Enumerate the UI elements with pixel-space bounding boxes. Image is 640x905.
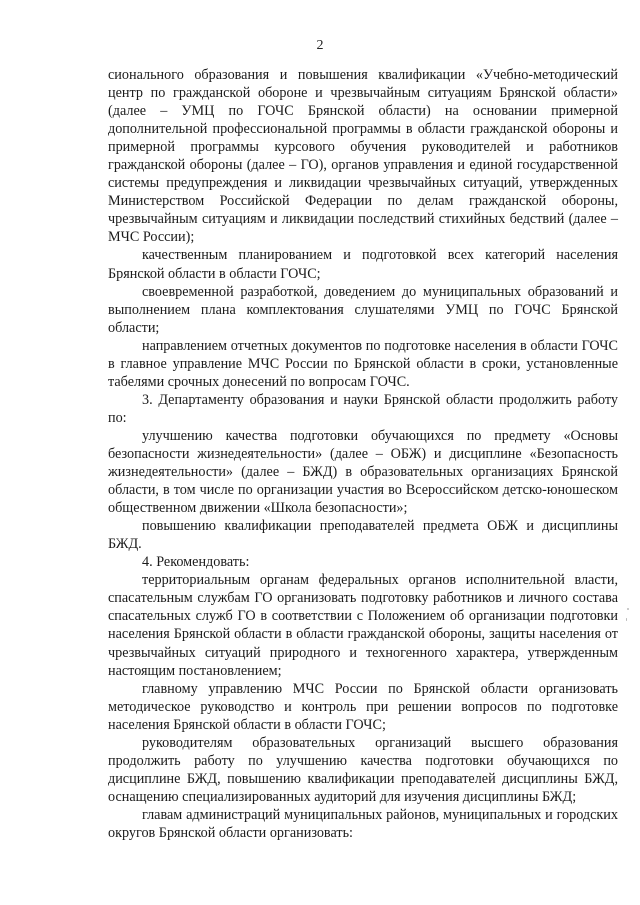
paragraph: улучшению качества подготовки обучающихся по предмету «Основы безопасности жизнедеятельности» (далее – ОБЖ) и дисциплине «Безопасность жизнедеятельности» (далее – БЖД) в образовательных организациях Брянской области, в том числе по организации участия во Всероссийском детско-юношеском общественном движении «Школа безопасности»; xyxy=(108,427,618,517)
paragraph: главам администраций муниципальных районов, муниципальных и городских округов Брянской области организовать: xyxy=(108,806,618,841)
paragraph: руководителям образовательных организаций высшего образования продолжить работу по улучшению качества подготовки обучающихся по дисциплине БЖД, повышению квалификации преподавателей дисциплины БЖД, оснащению специализированных аудиторий для изучения дисциплины БЖД; xyxy=(108,734,618,805)
scan-speck xyxy=(626,618,627,621)
paragraph: направлением отчетных документов по подготовке населения в области ГОЧС в главное управление МЧС России по Брянской области в сроки, установленные табелями срочных донесений по вопросам ГОЧС. xyxy=(108,337,618,390)
paragraph: главному управлению МЧС России по Брянской области организовать методическое руководство и контроль при решении вопросов по подготовке населения Брянской области в области ГОЧС; xyxy=(108,680,618,733)
paragraph: территориальным органам федеральных органов исполнительной власти, спасательным службам ГО организовать подготовку работников и личного состава спасательных служб ГО в соответствии с Положением об организации подготовки населения Брянской области в области гражданской обороны, защиты населения от чрезвычайных ситуаций природного и техногенного характера, утвержденным настоящим постановлением; xyxy=(108,572,618,679)
paragraph: сионального образования и повышения квалификации «Учебно-методический центр по гражданской обороне и чрезвычайным ситуациям Брянской области» (далее – УМЦ по ГОЧС Брянской области) на основании примерной дополнительной профессиональной программы в области гражданской обороны и примерной программы курсового обучения руководителей и работников гражданской обороны (далее – ГО), органов управления и единой государственной системы предупреждения и ликвидации чрезвычайных ситуаций, утвержденных Министерством Российской Федерации по делам гражданской обороны, чрезвычайным ситуациям и ликвидации последствий стихийных бедствий (далее – МЧС России); xyxy=(108,67,618,246)
paragraph: повышению квалификации преподавателей предмета ОБЖ и дисциплины БЖД. xyxy=(108,518,618,553)
page-number: 2 xyxy=(316,38,324,53)
scan-speck xyxy=(627,608,629,610)
paragraph: 3. Департаменту образования и науки Брянской области продолжить работу по: xyxy=(108,391,618,426)
paragraph: 4. Рекомендовать: xyxy=(142,554,250,571)
document-body xyxy=(108,66,618,842)
paragraph: своевременной разработкой, доведением до муниципальных образований и выполнением плана комплектования слушателями УМЦ по ГОЧС Брянской области; xyxy=(108,283,618,336)
paragraph: качественным планированием и подготовкой всех категорий населения Брянской области в области ГОЧС; xyxy=(108,247,618,282)
